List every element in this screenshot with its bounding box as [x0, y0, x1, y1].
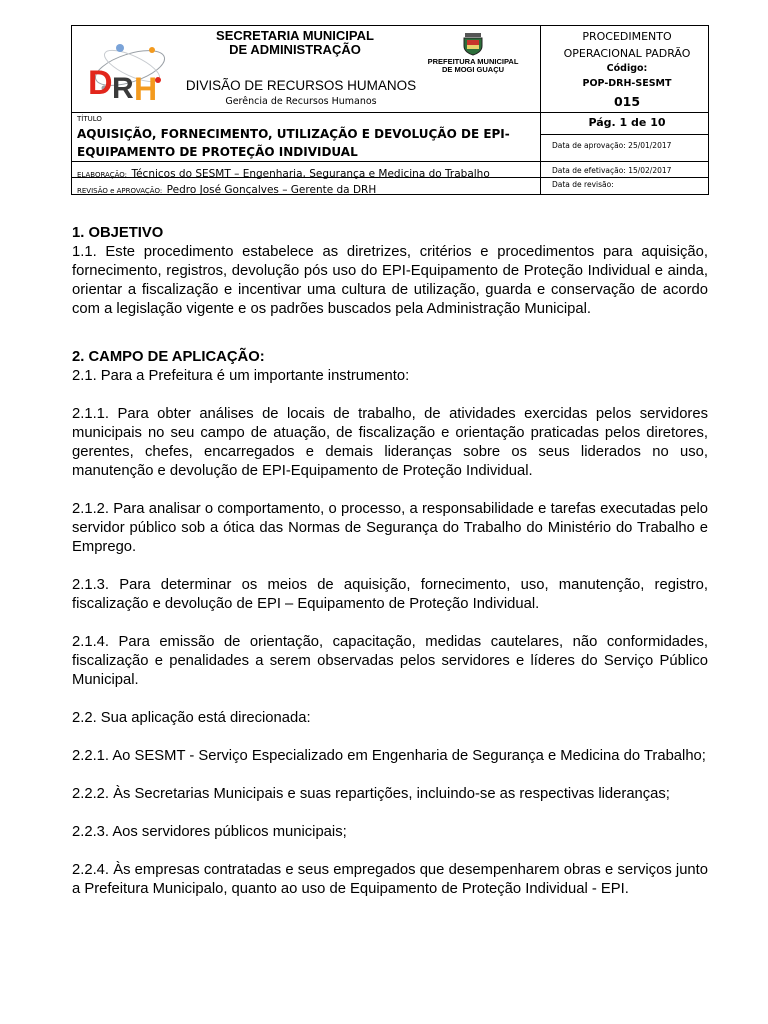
svg-text:D: D	[88, 64, 113, 102]
drh-logo	[86, 36, 170, 112]
management-name: Gerência de Recursos Humanos	[225, 96, 377, 107]
paragraph: 2.2.2. Às Secretarias Municipais e suas repartições, incluindo-se as respectivas lideranças;	[72, 786, 670, 802]
procedure-type: PROCEDIMENTO OPERACIONAL PADRÃO	[563, 30, 691, 60]
effective-date: Data de efetivação: 15/02/2017	[552, 166, 672, 175]
page-number: Pág. 1 de 10	[588, 116, 666, 129]
paragraph: 2.2.4. Às empresas contratadas e seus empregados que desempenharem obras e serviços junto a Prefeitura Municipalo, quanto ao uso de Equipamento de Proteção Individual - EPI.	[72, 862, 708, 897]
section-heading: 1. OBJETIVO	[72, 225, 164, 241]
municipal-crest-icon	[462, 32, 484, 56]
svg-text:H: H	[134, 71, 158, 107]
review-label: REVISÃO e APROVAÇÃO:	[77, 187, 163, 195]
paragraph: 1.1. Este procedimento estabelece as diretrizes, critérios e procedimentos para aquisição, fornecimento, registros, devolução pós uso do EPI-Equipamento de Proteção Individual e ainda, orientar a fiscalização e incentivar uma cultura de utilização, guarda e conservação de acordo com a legislação vigente e os padrões buscados pela Administração Municipal.	[72, 244, 708, 317]
header-divider	[540, 134, 708, 135]
procedure-number: 015	[613, 94, 641, 109]
elaboration-value: Técnicos do SESMT – Engenharia, Segurança e Medicina do Trabalho	[131, 168, 490, 180]
city-hall-name: PREFEITURA MUNICIPAL DE MOGI GUAÇU	[427, 57, 519, 74]
review-value: Pedro José Gonçalves – Gerente da DRH	[166, 184, 377, 196]
document-title: AQUISIÇÃO, FORNECIMENTO, UTILIZAÇÃO E DEVOLUÇÃO DE EPI- EQUIPAMENTO DE PROTEÇÃO INDIVIDUAL	[77, 127, 510, 159]
paragraph: 2.1. Para a Prefeitura é um importante instrumento:	[72, 368, 410, 384]
header-divider	[72, 161, 708, 162]
svg-text:R: R	[112, 72, 134, 105]
paragraph: 2.2.3. Aos servidores públicos municipais;	[72, 824, 347, 840]
document-body	[72, 224, 708, 899]
division-name: DIVISÃO DE RECURSOS HUMANOS	[185, 78, 417, 93]
paragraph: 2.1.3. Para determinar os meios de aquisição, fornecimento, uso, manutenção, registro, fiscalização e devolução de EPI – Equipamento de Proteção Individual.	[72, 577, 708, 612]
header-divider	[540, 26, 541, 194]
paragraph: 2.2. Sua aplicação está direcionada:	[72, 710, 311, 726]
review-row	[77, 180, 376, 198]
paragraph: 2.1.4. Para emissão de orientação, capacitação, medidas cautelares, não conformidades, fiscalização e penalidades a serem observadas pelos servidores e líderes do Serviço Público Municipal.	[72, 634, 708, 688]
code-label: Código:	[606, 63, 648, 74]
paragraph: 2.2.1. Ao SESMT - Serviço Especializado em Engenharia de Segurança e Medicina do Trabalho;	[72, 748, 706, 764]
elaboration-label: ELABORAÇÃO:	[77, 171, 128, 179]
procedure-code: POP-DRH-SESMT	[582, 78, 672, 89]
header-divider	[72, 112, 708, 113]
secretariat-name: SECRETARIA MUNICIPAL DE ADMINISTRAÇÃO	[216, 28, 374, 57]
title-label: TÍTULO	[77, 115, 102, 123]
paragraph: 2.1.1. Para obter análises de locais de trabalho, de atividades exercidas pelos servidores municipais no seu campo de atuação, de fiscalização e orientação praticadas pelos diretores, gerentes, chefes, encarregados e demais lideranças sobre os seus liderados no uso, manutenção e devolução de EPI-Equipamento de Proteção Individual.	[72, 406, 708, 479]
review-date: Data de revisão:	[552, 180, 614, 189]
section-heading: 2. CAMPO DE APLICAÇÃO:	[72, 349, 265, 365]
document-header	[71, 25, 709, 195]
paragraph: 2.1.2. Para analisar o comportamento, o processo, a responsabilidade e tarefas executadas pelo servidor público sob a ótica das Normas de Segurança do Trabalho do Ministério do Trabalho e Emprego.	[72, 501, 708, 555]
approval-date: Data de aprovação: 25/01/2017	[552, 141, 672, 150]
